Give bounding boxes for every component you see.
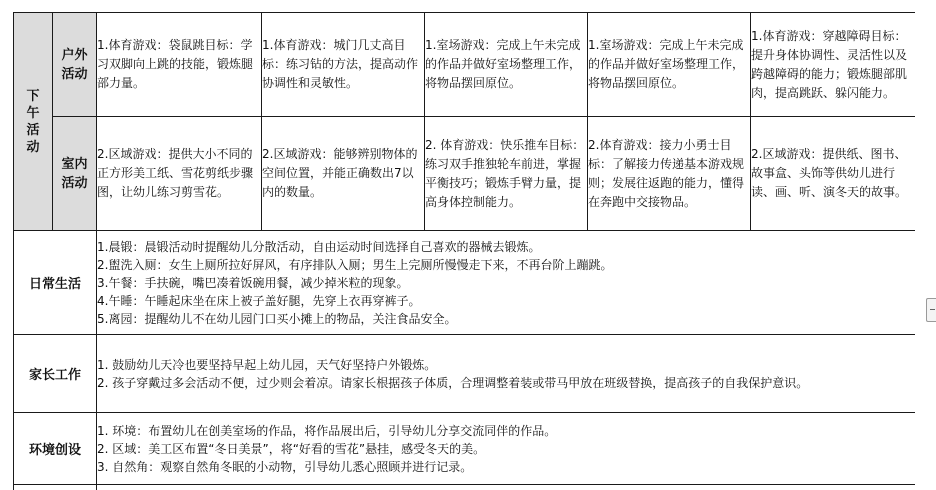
indoor-day-5: 2.区域游戏：提供纸、图书、故事盒、头饰等供幼儿进行读、画、听、演冬天的故事。 — [751, 117, 916, 231]
parent-work-content — [97, 335, 916, 413]
indoor-day-4: 2.体育游戏：接力小勇士目标：了解接力传递基本游戏规则；发展往返跑的能力，懂得在奔跑中交接物品。 — [588, 117, 751, 231]
daily-life-item: 4.午睡：午睡起床坐在床上被子盖好腿，先穿上衣再穿裤子。 — [97, 293, 421, 308]
daily-life-content — [97, 231, 916, 335]
daily-life-row — [14, 231, 916, 335]
indoor-day-1: 2.区域游戏：提供大小不同的正方形美工纸、雪花剪纸步骤图，让幼儿练习剪雪花。 — [97, 117, 262, 231]
parent-work-label: 家长工作 — [14, 335, 97, 413]
collapse-handle[interactable] — [926, 298, 936, 322]
parent-work-item: 2. 孩子穿戴过多会活动不便，过少则会着凉。请家长根据孩子体质，合理调整着装或带马甲放在班级替换，提高孩子的自我保护意识。 — [97, 375, 809, 390]
daily-life-label: 日常生活 — [14, 231, 97, 335]
indoor-day-3: 2. 体育游戏：快乐推车目标：练习双手推独轮车前进，掌握平衡技巧；锻炼手臂力量，提高身体控制能力。 — [425, 117, 588, 231]
afternoon-outdoor-row — [14, 13, 916, 117]
next-row-cutoff — [14, 485, 916, 490]
weekly-plan-page — [13, 12, 915, 490]
daily-life-item: 1.晨锻：晨锻活动时提醒幼儿分散活动，自由运动时间选择自己喜欢的器械去锻炼。 — [97, 239, 541, 254]
outdoor-day-3: 1.室场游戏：完成上午未完成的作品并做好室场整理工作，将物品摆回原位。 — [425, 13, 588, 117]
afternoon-activity-label: 下 午 活 动 — [14, 13, 53, 231]
afternoon-indoor-row — [14, 117, 916, 231]
indoor-activity-label: 室内 活动 — [53, 117, 97, 231]
daily-life-item: 3.午餐：手扶碗，嘴巴凑着饭碗用餐，减少掉米粒的现象。 — [97, 275, 409, 290]
environment-item: 3. 自然角：观察自然角冬眠的小动物，引导幼儿悉心照顾并进行记录。 — [97, 459, 473, 474]
indoor-day-2: 2.区域游戏：能够辨别物体的空间位置，并能正确数出7以内的数量。 — [262, 117, 425, 231]
daily-life-item: 2.盥洗入厕：女生上厕所拉好屏风，有序排队入厕；男生上完厕所慢慢走下来，不再台阶上蹦跳。 — [97, 257, 613, 272]
parent-work-item: 1. 鼓励幼儿天冷也要坚持早起上幼儿园，天气好坚持户外锻炼。 — [97, 357, 437, 372]
outdoor-day-4: 1.室场游戏：完成上午未完成的作品并做好室场整理工作，将物品摆回原位。 — [588, 13, 751, 117]
environment-content — [97, 413, 916, 485]
environment-label: 环境创设 — [14, 413, 97, 485]
environment-item: 1. 环境：布置幼儿在创美室场的作品，将作品展出后，引导幼儿分享交流同伴的作品。 — [97, 423, 557, 438]
environment-item: 2. 区域：美工区布置“冬日美景”，将“好看的雪花”悬挂，感受冬天的美。 — [97, 441, 486, 456]
outdoor-day-2: 1.体育游戏：城门几丈高目标：练习钻的方法，提高动作协调性和灵敏性。 — [262, 13, 425, 117]
outdoor-activity-label: 户外 活动 — [53, 13, 97, 117]
next-row-label-cell — [14, 485, 97, 490]
outdoor-day-1: 1.体育游戏：袋鼠跳目标：学习双脚向上跳的技能，锻炼腿部力量。 — [97, 13, 262, 117]
next-row-content-cell — [97, 485, 916, 490]
parent-work-row — [14, 335, 916, 413]
outdoor-day-5: 1.体育游戏：穿越障碍目标：提升身体协调性、灵活性以及跨越障碍的能力；锻炼腿部肌肉，提高跳跃、躲闪能力。 — [751, 13, 916, 117]
environment-row — [14, 413, 916, 485]
weekly-plan-table — [13, 12, 915, 490]
daily-life-item: 5.离园：提醒幼儿不在幼儿园门口买小摊上的物品，关注食品安全。 — [97, 311, 457, 326]
